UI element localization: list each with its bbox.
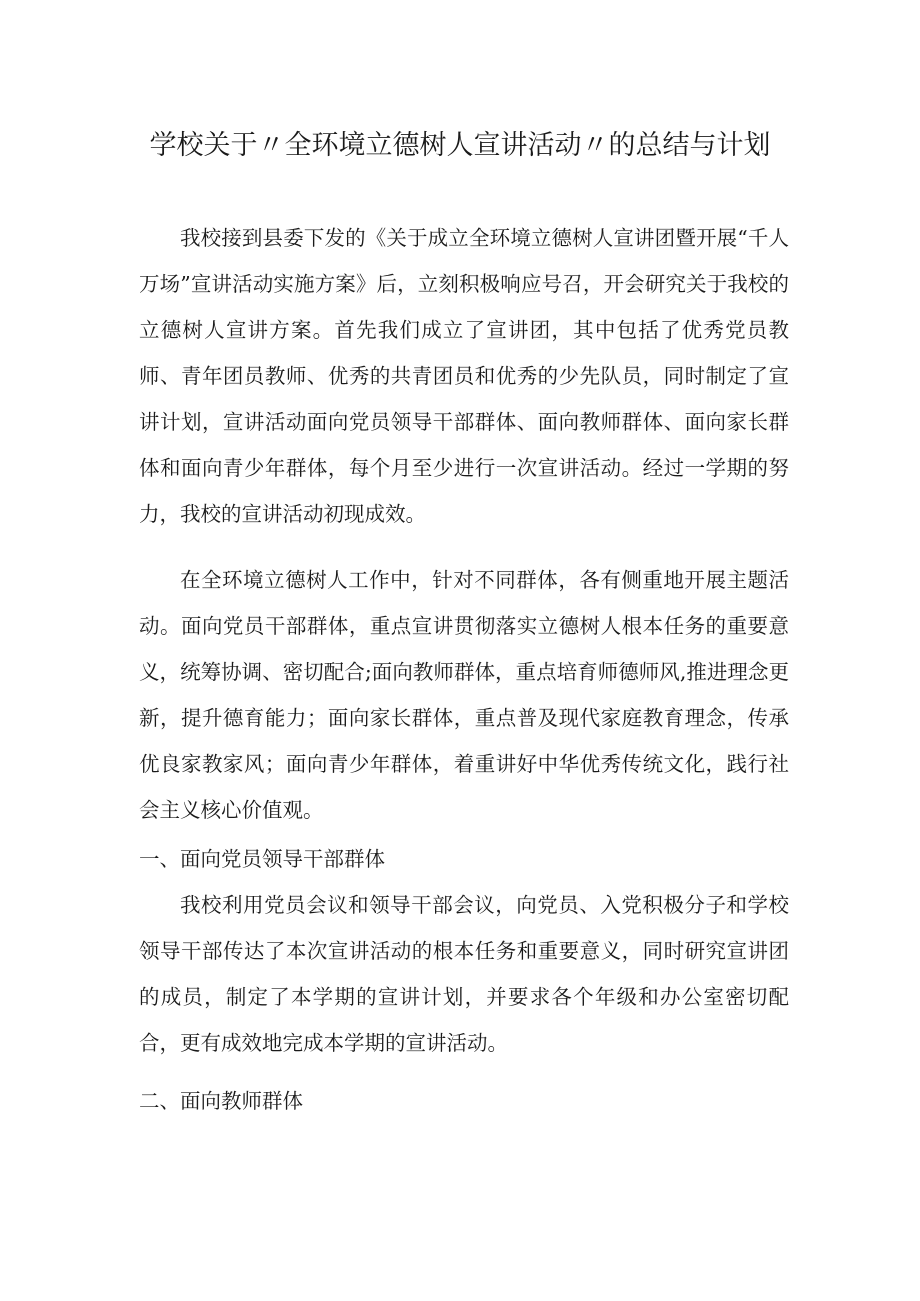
paragraph-groups: 在全环境立德树人工作中，针对不同群体，各有侧重地开展主题活动。面向党员干部群体，重点宣讲贯彻落实立德树人根本任务的重要意义，统筹协调、密切配合;面向教师群体，重点培育师德师风,推进理念更新，提升德育能力；面向家长群体，重点普及现代家庭教育理念，传承优良家教家风；面向青少年群体，着重讲好中华优秀传统文化，践行社会主义核心价值观。 bbox=[139, 568, 789, 822]
paragraph-intro: 我校接到县委下发的《关于成立全环境立德树人宣讲团暨开展“千人万场”宣讲活动实施方案》后，立刻积极响应号召，开会研究关于我校的立德树人宣讲方案。首先我们成立了宣讲团，其中包括了优秀党员教师、青年团员教师、优秀的共青团员和优秀的少先队员，同时制定了宣讲计划，宣讲活动面向党员领导干部群体、面向教师群体、面向家长群体和面向青少年群体，每个月至少进行一次宣讲活动。经过一学期的努力，我校的宣讲活动初现成效。 bbox=[139, 226, 789, 526]
paragraph-party-cadres: 我校利用党员会议和领导干部会议，向党员、入党积极分子和学校领导干部传达了本次宣讲活动的根本任务和重要意义，同时研究宣讲团的成员，制定了本学期的宣讲计划，并要求各个年级和办公室密切配合，更有成效地完成本学期的宣讲活动。 bbox=[139, 893, 789, 1055]
section-heading-teachers: 二、面向教师群体 bbox=[139, 1089, 303, 1113]
document-title: 学校关于〃全环境立德树人宣讲活动〃的总结与计划 bbox=[149, 130, 771, 161]
section-heading-party-cadres: 一、面向党员领导干部群体 bbox=[139, 847, 385, 871]
